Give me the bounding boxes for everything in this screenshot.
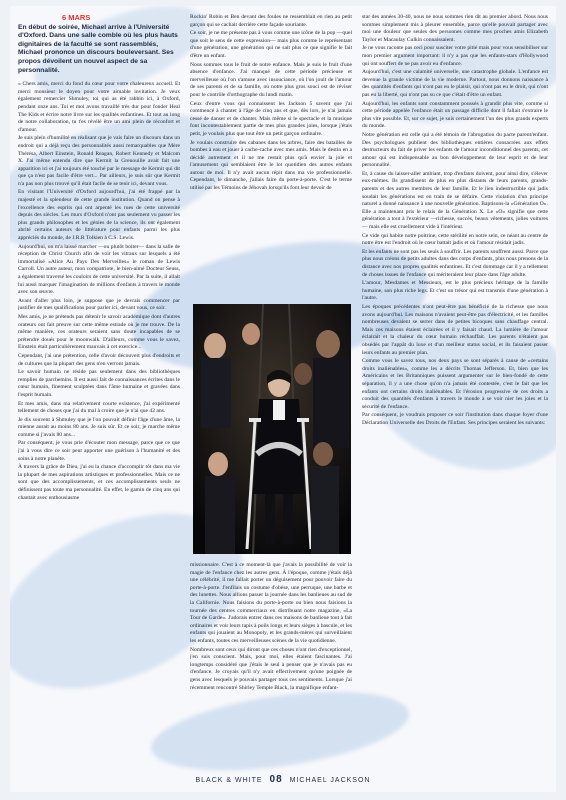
text-column-1 [18,14,180,769]
body-paragraph: Aujourd'hui, les enfants sont constamment poussés à grandir plus vite, comme si cette période appelée l'enfance était un passage difficile dont il fallait s'extraire le plus vite possible. Et, sur ce sujet, je suis certainement l'un des plus grands experts du monde. [362,100,548,130]
page-number: 08 [269,774,283,785]
date-heading: 6 MARS [62,14,91,22]
body-paragraph: missionnaire. C'est à ce moment-là que j'avais la possibilité de voir la magie de l'enfance chez les autres gens. À l'époque, comme j'étais déjà une célébrité, il me fallait porter un déguisement pour pouvoir faire du porte-à-porte. J'enfilais un costume d'obèse, une perruque, une barbe et des lunettes. Nous allions passer la journée dans les banlieues au sud de la Californie. Nous faisions du porte-à-porte ou bien nous faisions la tournée des centres commerciaux en distribuant notre magazine, «La Tour de Garde». J'adorais entrer dans ces maisons de banlieue tout à fait ordinaires et voir leurs tapis à poils longs et leurs sièges à bascule, et les enfants qui jouaient au Monopoly, et les grands-mères qui surveillaient les enfants, toutes ces merveilleuses scènes de la vie quotidienne. [190,562,352,644]
column-2-lower [190,562,352,693]
body-paragraph: Nous sommes tous le fruit de notre enfance. Mais je suis le fruit d'une absence d'enfance. J'ai manqué de cette période précieuse et merveilleuse où l'on s'amuse avec insouciance, où l'on jouit de l'amour de ses parents et de sa famille, où notre plus gros souci est de réviser pour le contrôle d'orthographe du lundi matin. [190,61,352,98]
body-paragraph: Et les enfants ne sont pas les seuls à souffrir. Les parents souffrent aussi. Parce que plus nous créons de petits adultes dans des corps d'enfants, plus nous prenons de la distance avec nos propres qualités enfantines. Et c'est dommage car il y a tellement de choses issues de l'enfance qui mériteraient leur place dans l'âge adulte. [362,248,548,278]
footer-magazine-name: BLACK & WHITE [195,777,263,784]
body-paragraph: Avant d'aller plus loin, je suppose que je devrais commencer par justifier de mes qualifications pour parler ici, devant vous, ce soir. [18,297,180,312]
body-paragraph: Cependant, j'ai une prétention, celle d'avoir découvert plus d'endroits et de cultures que la plupart des gens n'en verront jamais. [18,352,180,367]
body-paragraph: Nombreux sont ceux qui diront que ces choses n'ont rien d'exceptionnel, j'en suis conscient. Mais, pour moi, elles étaient fascinantes. J'ai longtemps considéré que j'étais le seul à penser que je n'avais pas eu d'enfance. Je croyais qu'il n'y avait effectivement qu'une poignée de gens avec lesquels je pouvais partager tous ces sentiments. Lorsque j'ai récemment rencontré Shirley Temple Black, la magnifique enfant- [190,646,352,691]
body-paragraph: Je dis souvent à Shmuley que je l'on pouvait définir l'âge d'une âme, la mienne aurait au moins 80 ans. Je suis sûr. Et ce soir, je marche même comme si j'avais 80 ans... [18,416,180,438]
body-paragraph: Je suis plein d'humilité en réalisant que je vais faire un discours dans un endroit qui a déjà reçu des personnalités aussi remarquables que Mère Thérésa, Albert Einstein, Ronald Reagan, Robert Kennedy et Malcom X. J'ai même entendu dire que Kermit la Grenouille avait fait une apparition ici et j'ai toujours été touché par le message de Kermit qui dit que ça n'est pas facile d'être vert... Par ailleurs, je suis sûr que Kermit n'a pas non plus trouvé qu'il était facile de se tenir ici, devant vous. [18,135,180,187]
body-paragraph: Comme vous le savez tous, nos deux pays se sont séparés à cause de «certains droits inaliénables», comme les a décrits Thomas Jefferson. Et, bien que les Américains et les Britanniques puissent argumenter sur le bien-fondé de cette séparation, il y a une chose qu'on n'a jamais été contestée, c'est le fait que les enfants ont certains droits inaliénables. Et l'érosion progressive de ces droits a conduit des quantités d'enfants à travers le monde à se voir nier les joies et la sécurité de l'enfance. [362,358,548,410]
body-paragraph: Aujourd'hui, c'est une calamité universelle, une catastrophe globale. L'enfance est devenue la grande victime de la vie moderne. Partout, nous donnons naissance à des quantités d'enfants qui n'ont pas eu le plaisir, qui n'ont pas eu le droit, qui n'ont pas eu la liberté, qui n'ont pas su ce que c'était d'être un enfant. [362,69,548,98]
body-paragraph: Aujourd'hui, on m'a laissé marcher —ou plutôt boiter— dans la salle de réception de Christ Church afin de voir les vitraux sur lesquels a été immortalisé «Alice Au Pays Des Merveilles» le roman de Lewis Carroll. Un autre auteur, mon compatriote, le bien-aimé Docteur Seuss, a également traversé les couloirs de cette université. Par la suite, il allait lui aussi marquer l'imagination de millions d'enfants à travers le monde avec son œuvre. [18,243,180,296]
body-paragraph: À travers la grâce de Dieu, j'ai eu la chance d'accomplir tôt dans ma vie la plupart de mes aspirations artistiques et professionnelles. Mais ce ne sont que des accomplissements, et ces accomplissements seuls ne définissent pas toute ma personnalité. En effet, le gamin de cinq ans qui chantait avec enthousiasme [18,464,180,501]
body-paragraph: Ce vide qui habite notre poitrine, cette stérilité en notre sein, ce néant au centre de notre être est l'endroit où le cœur battait jadis et où l'amour résidait jadis. [362,232,548,247]
body-paragraph: Je voulais construire des cabanes dans les arbres, faire des batailles de bombes à eau et jouer à cache-cache avec mes amis. Mais le destin en a décidé autrement et il ne me restait plus qu'à envier la joie et l'amusement qui semblaient être le lot quotidien des autres enfants autour de moi. Il n'y avait aucun répit dans ma vie professionnelle. Cependant, le dimanche, j'allais faire du porte-à-porte. C'est le terme utilisé par les Témoins de Jéhovah lorsqu'ils font leur devoir de [190,139,352,192]
body-paragraph: « Chers amis, merci du fond du cœur pour votre chaleureux accueil. Et merci monsieur le doyen pour votre aimable invitation. Je veux également remercier Shmuley, toi qui as été rabbin ici, à Oxford, pendant onze ans. Toi et moi avons travaillé très dur pour fonder Heal The Kids et écrire notre livre sur les qualités enfantines. Et tout au long de notre collaboration, tu t'es révélé être un ami plein de réconfort et d'amour. [18,81,180,133]
body-paragraph: Rockin' Robin et Ben devant des foules ne ressemblait en rien au petit garçon qui se cachait derrière cette façade souriante. [190,14,352,28]
body-paragraph: Le savoir humain ne réside pas seulement dans des bibliothèques remplies de parchemins. Il est aussi fait de connaissances écrites dans le cœur humain, finement sculptées dans l'âme humaine et gravées dans l'esprit humain. [18,369,180,398]
body-paragraph: Ceux d'entre vous qui connaissent les Jackson 5 savent que j'ai commencé à chanter à l'âge de cinq ans et que, dès lors, je n'ai jamais cessé de danser et de chanter. Mais même si le spectacle et la musique font incontestablement partie de mes plus grandes joies, lorsque j'étais petit, je voulais plus que tout être un petit garçon ordinaire. [190,100,352,137]
body-paragraph: Je ne vous raconte pas ceci pour susciter votre pitié mais pour vous sensibiliser sur mon premier argument important: il n'y a pas que les enfants-stars d'Hollywood qui ont souffert de ne pas avoir eu d'enfance. [362,45,548,67]
page-footer [10,774,556,792]
body-paragraph: Les époques précédentes n'ont peut-être pas bénéficié de la richesse que nous avons aujourd'hui. Les maisons n'avaient peut-être pas d'électricité, et les familles nombreuses devaient se serrer dans de petites bicoques sans chauffage central. Mais ces maisons étaient éclairées et il y faisait chaud. La lumière de l'amour éclairait et la chaleur du cœur humain réchauffait. Les parents n'étaient pas obsédés par l'appât du luxe et d'un meilleur status social, et ils faisaient passer leurs enfants au premier plan. [362,303,548,356]
footer-subject: MICHAEL JACKSON [289,777,371,784]
body-paragraph: Et, à cause du laisser-aller ambiant, trop d'enfants doivent, pour ainsi dire, s'élever eux-mêmes. Ils grandissent de plus en plus distants de leurs parents, grands-parents et des autres membres de leur famille. Et le lien indestructible qui jadis soudait les générations est en train de se défaire. Cette violation d'un principe naturel a donné naissance à une nouvelle génération. Baptisons-la «Génération O». Elle a maintenant pris le relais de la Génération X. Le «O» signifie que cette génération a tout à l'extérieur —richesse, succès, beaux vêtements, jolies voitures— mais elle est cruellement vide à l'intérieur. [362,170,548,231]
column-2-upper [190,14,352,300]
body-paragraph: L'amour, Mesdames et Messieurs, est le plus précieux héritage de la famille humaine, son plus riche legs. Et c'est un trésor qui est transmis d'une génération à l'autre. [362,280,548,302]
intro-paragraph: En début de soirée, Michael arrive à l'Université d'Oxford. Dans une salle comble où les plus hauts dignitaires de la faculté se sont rassemblés, Michael prononce un discours bouleversant. Ses propos dévoilent un nouvel aspect de sa personnalité. [18,23,178,74]
text-column-3 [362,14,548,769]
body-paragraph: star des années 30-40, nous ne nous sommes rien dit au premier abord. Nous nous sommes simplement mis à pleurer ensemble, parce qu'elle pouvait partager avec moi une douleur que seules des personnes comme mes proches amis Elizabeth Taylor et Macaulay Culkin connaissaient. [362,14,548,43]
body-paragraph: Mes amis, je ne prétends pas détenir le savoir académique dont d'autres orateurs ont fait preuve sur cette même estrade où je me trouve. De la même manière, ces orateurs seraient sans doute incapables de se prétendre doués pour le moonwalk. D'ailleurs, comme vous le savez, Einstein était particulièrement mauvais à cet exercice... [18,313,180,351]
body-paragraph: Par conséquent, je voudrais proposer ce soir l'institution dans chaque foyer d'une Déclaration Universelle des Droits de l'Enfant. Ses principes seraient les suivants: [362,412,548,426]
magazine-page [10,6,556,792]
body-paragraph: Par conséquent, je vous prie d'écouter mon message, parce que ce que j'ai à vous dire ce soir peut apporter une guérison à l'humanité et des soins à notre planète. [18,440,180,462]
body-paragraph: Notre génération est celle qui a été témoin de l'abrogation du pacte parent/enfant. Des psychologues publient des bibliothèques entières consacrées aux effets destructeurs du fait de priver les enfants de l'amour inconditionnel des parents, cet amour qui est indispensable au bon développement de leur esprit et de leur personnalité. [362,131,548,169]
photograph-illustration [193,304,351,554]
body-paragraph: Et mes amis, dans ma relativement courte existence, j'ai expérimenté tellement de choses que j'ai du mal à croire que je n'ai que 42 ans. [18,400,180,415]
body-paragraph: Ce soir, je ne me présente pas à vous comme une icône de la pop —quel que soit le sens de cette expression— mais plus comme le représentant d'une génération, une génération qui ne sait plus ce que signifie le fait d'être un enfant. [190,30,352,59]
body-paragraph: En visitant l'Université d'Oxford aujourd'hui, j'ai été frappé par la majesté et la splendeur de cette grande institution. Quand on pense à l'excellence des esprits qui ont arpenté les rues de cette université depuis des siècles. Les murs d'Oxford n'ont pas seulement vu passer les plus grands philosophes et les génies de la science, ils ont également abrité certains auteurs de littérature pour enfants parmi les plus appréciés du monde, de J.R.R Tolkien à C.S. Lewis. [18,189,180,242]
event-photograph [193,304,351,554]
